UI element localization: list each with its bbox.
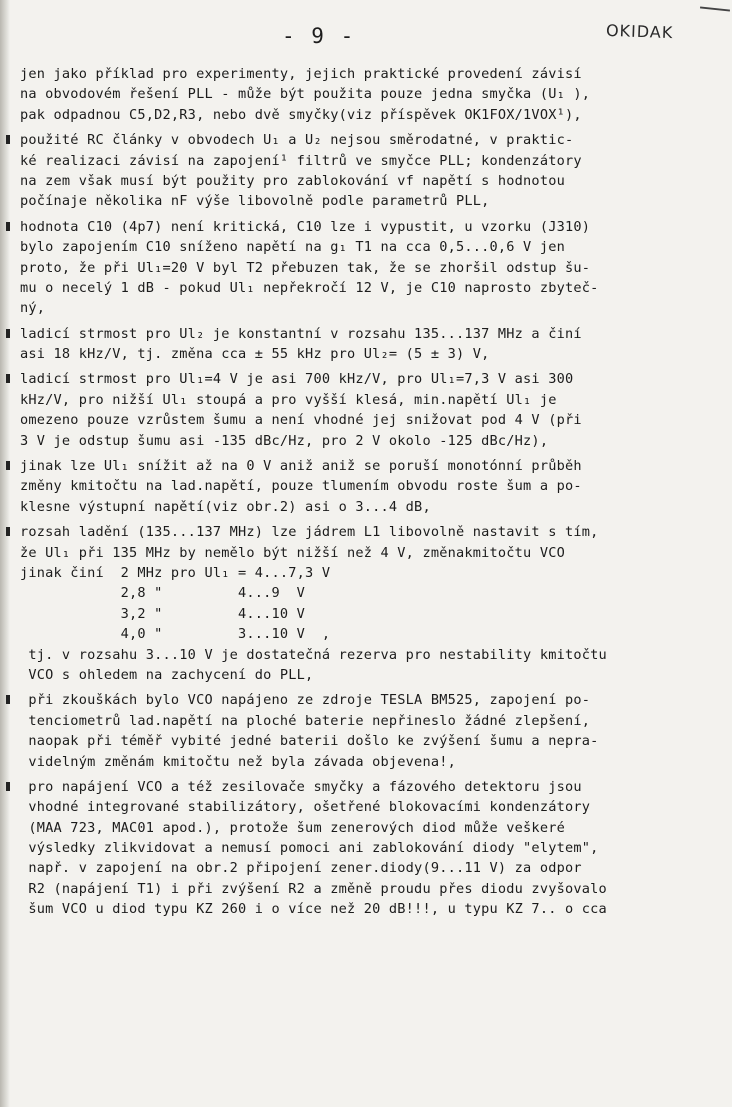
bullet-mark: [6, 374, 10, 383]
text-line: rozsah ladění (135...137 MHz) lze jádrem L1 libovolně nastavit s tím,: [20, 522, 725, 542]
text-line: na zem však musí být použity pro zablokování vf napětí s hodnotou: [20, 172, 565, 189]
bullet-mark: [6, 135, 10, 144]
bullet-mark: [6, 329, 10, 338]
text-line: videlným změnám kmitočtu než byla závada objevena!,: [20, 753, 456, 770]
text-line: 3,2 " 4...10 V: [20, 605, 306, 622]
bullet-mark: [6, 461, 10, 470]
text-line: VCO s ohledem na zachycení do PLL,: [20, 666, 314, 683]
text-line: mu o necelý 1 dB - pokud Ul₁ nepřekročí 12 V, je C10 naprosto zbyteč-: [20, 279, 599, 296]
text-line: 4,0 " 3...10 V ,: [20, 626, 331, 643]
text-line: tenciometrů lad.napětí na ploché baterie nepřineslo žádné zlepšení,: [20, 712, 591, 729]
bullet-mark: [6, 527, 10, 536]
text-line: že Ul₁ při 135 MHz by nemělo být nižší než 4 V, změnakmitočtu VCO: [20, 544, 565, 561]
corner-pen-mark: [700, 6, 730, 11]
text-line: ladicí strmost pro Ul₁=4 V je asi 700 kHz/V, pro Ul₁=7,3 V asi 300: [20, 369, 725, 389]
text-line: použité RC články v obvodech U₁ a U₂ nejsou směrodatné, v praktic-: [20, 130, 725, 150]
scan-edge-shadow: [0, 0, 10, 1107]
text-line: jinak činí 2 MHz pro Ul₁ = 4...7,3 V: [20, 564, 331, 581]
text-line: počínaje několika nF výše libovolně podle parametrů PLL,: [20, 193, 490, 210]
text-line: na obvodovém řešení PLL - může být použita pouze jedna smyčka (U₁ ),: [20, 86, 591, 103]
text-line: kHz/V, pro nižší Ul₁ stoupá a pro vyšší klesá, min.napětí Ul₁ je: [20, 391, 557, 408]
text-line: naopak při téměř vybité jedné baterii došlo ke zvýšení šumu a nepra-: [20, 733, 599, 750]
bullet-mark: [6, 782, 10, 791]
text-line: 3 V je odstup šumu asi -135 dBc/Hz, pro 2 V okolo -125 dBc/Hz),: [20, 432, 549, 449]
text-line: změny kmitočtu na lad.napětí, pouze tlumením obvodu roste šum a po-: [20, 478, 582, 495]
text-line: při zkouškách bylo VCO napájeno ze zdroje TESLA BM525, zapojení po-: [20, 690, 725, 710]
text-line: výsledky zlikvidovat a nemusí pomoci ani zablokování diody "elytem",: [20, 840, 599, 857]
text-line: pak odpadnou C5,D2,R3, nebo dvě smyčky(viz příspěvek OK1FOX/1VOX¹),: [20, 106, 582, 123]
text-line: proto, že při Ul₁=20 V byl T2 přebuzen tak, že se zhoršil odstup šu-: [20, 259, 591, 276]
text-line: hodnota C10 (4p7) není kritická, C10 lze i vypustit, u vzorku (J310): [20, 217, 725, 237]
text-line: jinak lze Ul₁ snížit až na 0 V aniž aniž se poruší monotónní průběh: [20, 456, 725, 476]
text-line: klesne výstupní napětí(viz obr.2) asi o 3...4 dB,: [20, 498, 431, 515]
bullet-mark: [6, 695, 10, 704]
text-line: 2,8 " 4...9 V: [20, 585, 306, 602]
text-line: ný,: [20, 300, 46, 317]
handwritten-callsign: OKIDAK: [605, 20, 674, 43]
text-line: asi 18 kHz/V, tj. změna cca ± 55 kHz pro Ul₂= (5 ± 3) V,: [20, 346, 490, 363]
document-body: [20, 64, 725, 920]
text-line: jen jako příklad pro experimenty, jejich praktické provedení závisí: [20, 66, 582, 82]
bullet-mark: [6, 222, 10, 231]
text-line: ladicí strmost pro Ul₂ je konstantní v rozsahu 135...137 MHz a činí: [20, 324, 725, 344]
page-number: - 9 -: [282, 24, 356, 48]
text-line: R2 (napájení T1) i při zvýšení R2 a změně proudu přes diodu zvyšovalo: [20, 880, 607, 897]
text-line: vhodné integrované stabilizátory, ošetřené blokovacími kondenzátory: [20, 799, 591, 816]
text-line: bylo zapojením C10 sníženo napětí na g₁ T1 na cca 0,5...0,6 V jen: [20, 239, 565, 256]
text-line: např. v zapojení na obr.2 připojení zener.diody(9...11 V) za odpor: [20, 860, 582, 877]
text-line: tj. v rozsahu 3...10 V je dostatečná rezerva pro nestability kmitočtu: [20, 646, 607, 663]
text-line: (MAA 723, MAC01 apod.), protože šum zenerových diod může veškeré: [20, 819, 565, 836]
text-line: šum VCO u diod typu KZ 260 i o více než 20 dB!!!, u typu KZ 7.. o cca: [20, 901, 607, 918]
text-line: ké realizaci závisí na zapojení¹ filtrů ve smyčce PLL; kondenzátory: [20, 152, 582, 169]
text-line: omezeno pouze vzrůstem šumu a není vhodné jej snižovat pod 4 V (při: [20, 412, 582, 429]
text-line: pro napájení VCO a též zesilovače smyčky a fázového detektoru jsou: [20, 777, 725, 797]
